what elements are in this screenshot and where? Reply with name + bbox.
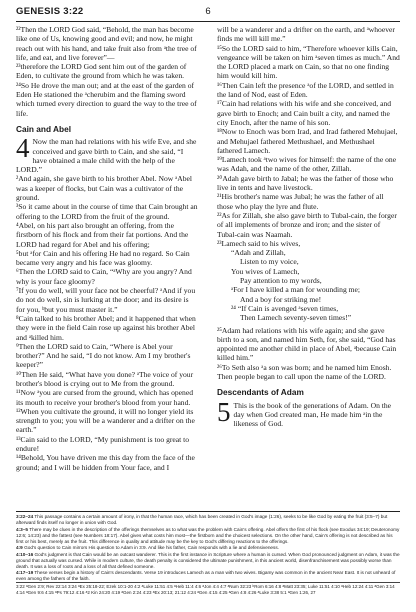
poem-line: ᵃFor I have killed a man for wounding me; <box>231 285 361 295</box>
verse-4-15: ¹⁵So the LORD said to him, “Therefore whoever kills Cain, vengeance will be taken on him ᵃseven times as much.” And the LORD placed a mark on Cain, so that no one finding him would kill him. <box>217 43 400 81</box>
right-column <box>217 25 400 428</box>
verse-4-14: ¹⁴Behold, You have driven me this day from the face of the ground; and I will be hidden from Your face, and I <box>16 453 195 472</box>
verse-4-14-cont: will be a wanderer and a drifter on the earth, and ᵃwhoever finds me will kill me.” <box>217 25 395 44</box>
verse-4-23: ²³Lamech said to his wives, <box>217 238 301 248</box>
verse-4-18: ¹⁸Now to Enoch was born Irad, and Irad fathered Mehujael, and Mehujael fathered Methushael, and Methushael fathered Lamech. <box>217 127 398 155</box>
study-note <box>16 545 400 551</box>
chapter-drop-cap: 4 <box>16 133 30 164</box>
verse-4-7: ⁷If you do well, will your face not be cheerful? ᵃAnd if you do not do well, sin is lurking at the door; and its desire is for you, ᵇbut you must master it.” <box>16 286 196 314</box>
study-notes <box>16 514 400 583</box>
verse-4-26: ²⁶To Seth also ᵃa son was born; and he named him Enosh. Then people began to call upon the name of the LORD. <box>217 362 392 381</box>
verse-4-21: ²¹His brother's name was Jubal; he was the father of all those who play the lyre and flute. <box>217 192 384 211</box>
verse-4-12: ¹²When you cultivate the ground, it will no longer yield its strength to you; you will be a wanderer and a drifter on the earth.” <box>16 406 195 435</box>
note-reference: 4:3–5 <box>16 526 28 532</box>
verse-4-1-text: Now the man had relations with his wife Eve, and she conceived and gave birth to Cain, and she said, “I have obtained a male child with the help of the LORD.” <box>16 137 197 175</box>
verse-4-13: ¹³Cain said to the LORD, “My punishment is too great to endure! <box>16 434 190 454</box>
running-head <box>16 6 400 20</box>
verse-4-8: ⁸Cain talked to his brother Abel; and it happened that when they were in the field Cain rose up against his brother Abel and ᵃkilled him. <box>16 313 196 342</box>
section-heading-cain-and-abel: Cain and Abel <box>16 123 72 134</box>
footnote-rule <box>16 511 400 512</box>
page-number: 6 <box>205 6 211 17</box>
note-text: These verses begin a history of Cain's descendants. Verse 19 introduces Lamech as a man with two wives. Bigamy was common in the ancient Near East. It is not unheard of even among the fathers of the faith. <box>16 570 396 582</box>
chapter-drop-cap: 5 <box>217 396 231 427</box>
header-rule <box>16 21 400 22</box>
poem-line: “Adah and Zillah, <box>231 248 286 258</box>
note-text: This passage contains a certain amount of irony, in that the human race, which has been created in God's image (1:26), seeks to be like God by eating the fruit (3:5–7) but afterward finds itself no longer in union with God. <box>16 514 388 525</box>
book-reference: GENESIS 3:22 <box>16 6 84 17</box>
note-reference: 3:22–24 <box>16 514 34 519</box>
study-note <box>16 527 400 545</box>
verse-4-5: ⁵but ᵃfor Cain and his offering He had no regard. So Cain became very angry and his face was gloomy. <box>16 248 190 268</box>
study-note <box>16 570 400 582</box>
verse-4-19: ¹⁹Lamech took ᵃtwo wives for himself: the name of the one was Adah, and the name of the other, Zillah. <box>217 155 397 174</box>
note-reference: 4:17–19 <box>16 570 34 576</box>
verse-4-2: ²And again, she gave birth to his brother Abel. Now ᵃAbel was a keeper of flocks, but Cain was a cultivator of the ground. <box>16 174 193 203</box>
verse-4-11: ¹¹Now ᵃyou are cursed from the ground, which has opened its mouth to receive your brother's blood from your hand. <box>16 388 194 407</box>
verse-4-6: ⁶Then the LORD said to Cain, “ᵃWhy are you angry? And why is your face gloomy? <box>16 267 192 286</box>
note-reference: 4:10–16 <box>16 551 34 557</box>
verse-4-10: ¹⁰Then He said, “What have you done? ᵃThe voice of your brother's blood is crying out to Me from the ground. <box>16 369 194 388</box>
verse-4-3: ³So it came about in the course of time that Cain brought an offering to the LORD from the fruit of the ground. <box>16 202 198 221</box>
verse-4-17: ¹⁷Cain had relations with his wife and she conceived, and gave birth to Enoch; and Cain built a city, and named the city Enoch, after the name of his son. <box>217 99 392 127</box>
poem-line: Then Lamech seventy-seven times!” <box>240 313 352 323</box>
verse-5-1 <box>217 396 400 429</box>
poem-line: And a boy for striking me! <box>240 294 322 304</box>
poem-line: ²⁴ “If Cain is avenged ᵃseven times, <box>231 303 339 313</box>
study-note <box>16 552 400 570</box>
verse-3-22: ²²Then the LORD God said, “Behold, the man has become like one of Us, knowing good and evil; and now, he might reach out with his hand, and take fruit also from ᵃthe tree of life, and eat, and live forever”— <box>16 25 197 62</box>
poem-line: Pay attention to my words, <box>240 276 322 286</box>
verse-4-16: ¹⁶Then Cain left the presence ᵃof the LORD, and settled in the land of Nod, east of Eden. <box>217 80 394 100</box>
note-text: God's judgment is that Cain would be an outcast wanderer. This is the first instance in Scripture where a human is cursed. When God pronounced judgment on Adam, it was the ground that actually was cursed. While in modern culture, the death penalty is considered the ultimate punishment, in this ancient world, disenfranchisement was possibly worse than death. It was a loss of roots and a loss of all that defined someone. <box>16 551 400 569</box>
verse-5-1-text: This is the book of the generations of Adam. On the day when God created man, He made him ᵃin the likeness of God. <box>233 400 392 429</box>
verse-4-4: ⁴Abel, on his part also brought an offering, from the firstborn of his flock and from their fat portions. And the LORD had regard for Abel and his offering; <box>16 220 189 249</box>
verse-4-22: ²²As for Zillah, she also gave birth to Tubal-cain, the forger of all implements of bronze and iron; and the sister of Tubal-cain was Naamah. <box>217 210 397 239</box>
lamech-poem <box>231 248 400 322</box>
verse-4-1 <box>16 133 199 175</box>
poem-line: You wives of Lamech, <box>231 266 300 276</box>
section-heading-descendants-of-adam: Descendants of Adam <box>217 387 304 398</box>
cross-reference-rule <box>16 582 400 583</box>
verse-3-23: ²³therefore the LORD God sent him out of the garden of Eden, to cultivate the ground from which he was taken. <box>16 62 187 81</box>
cross-reference-text: 3:22 ᵃGen 2:9; Rev 22:14 3:24 ᵃEx 25:18-22; Ezek 10:1-20 4:2 ᵃLuke 11:51 4:5 ᵃHeb 11:4 4:6 ᵃJon 4:4 4:7 ᵃNum 32:23 ᵇRom 6:16 4:8 ᵃMatt 23:35; Luke 11:51 4:10 ᵃHeb 12:24 4:11 ᵃGen 3:14 4:14 ᵃGen 9:6 4:15 ᵃPs 79:12 4:16 ᵃ2 Kin 24:20 4:19 ᵃGen 2:24 4:23 ᵃEx 20:13; 21:12 4:24 ᵃGen 4:15 4:25 ᵃGen 4:8 4:26 ᵃLuke 3:38 5:1 ᵃGen 1:26, 27 <box>16 584 395 595</box>
study-note <box>16 514 400 526</box>
verse-4-9: ⁹Then the LORD said to Cain, “Where is Abel your brother?” And he said, “I do not know. Am I my brother's keeper?” <box>16 341 191 370</box>
note-text: God's question to Cain mirrors His question to Adam in 3:9. And like his father, Cain responds with a lie and defensiveness. <box>24 545 280 551</box>
cross-references <box>16 584 400 596</box>
left-column <box>16 25 199 472</box>
verse-4-20: ²⁰Adah gave birth to Jabal; he was the father of those who live in tents and have livestock. <box>217 173 394 193</box>
verse-3-24: ²⁴So He drove the man out; and at the east of the garden of Eden He stationed the ᵃcherubim and the flaming sword which turned every direction to guard the way to the tree of life. <box>16 80 197 118</box>
note-text: There may be clues in the description of the offerings themselves as to what was the problem with Cain's offering. Abel offers the first of his flock (see Exodus 34:19; Deuteronomy 12:6; 14:23) and the fattest (see Numbers 18:17). Abel gives what costs him most—the firstborn and the choicest selections. On the other hand, Cain's offering is not described as his first or his best, merely as the fruit. This difference in quality and attitude may be the key to God's differing reactions to the offerings. <box>16 526 400 544</box>
note-reference: 4:9 <box>16 545 23 551</box>
poem-line: Listen to my voice, <box>240 257 299 267</box>
verse-4-25: ²⁵Adam had relations with his wife again; and she gave birth to a son, and named him Seth, for, she said, “God has appointed me another child in place of Abel, ᵃbecause Cain killed him.” <box>217 325 397 363</box>
